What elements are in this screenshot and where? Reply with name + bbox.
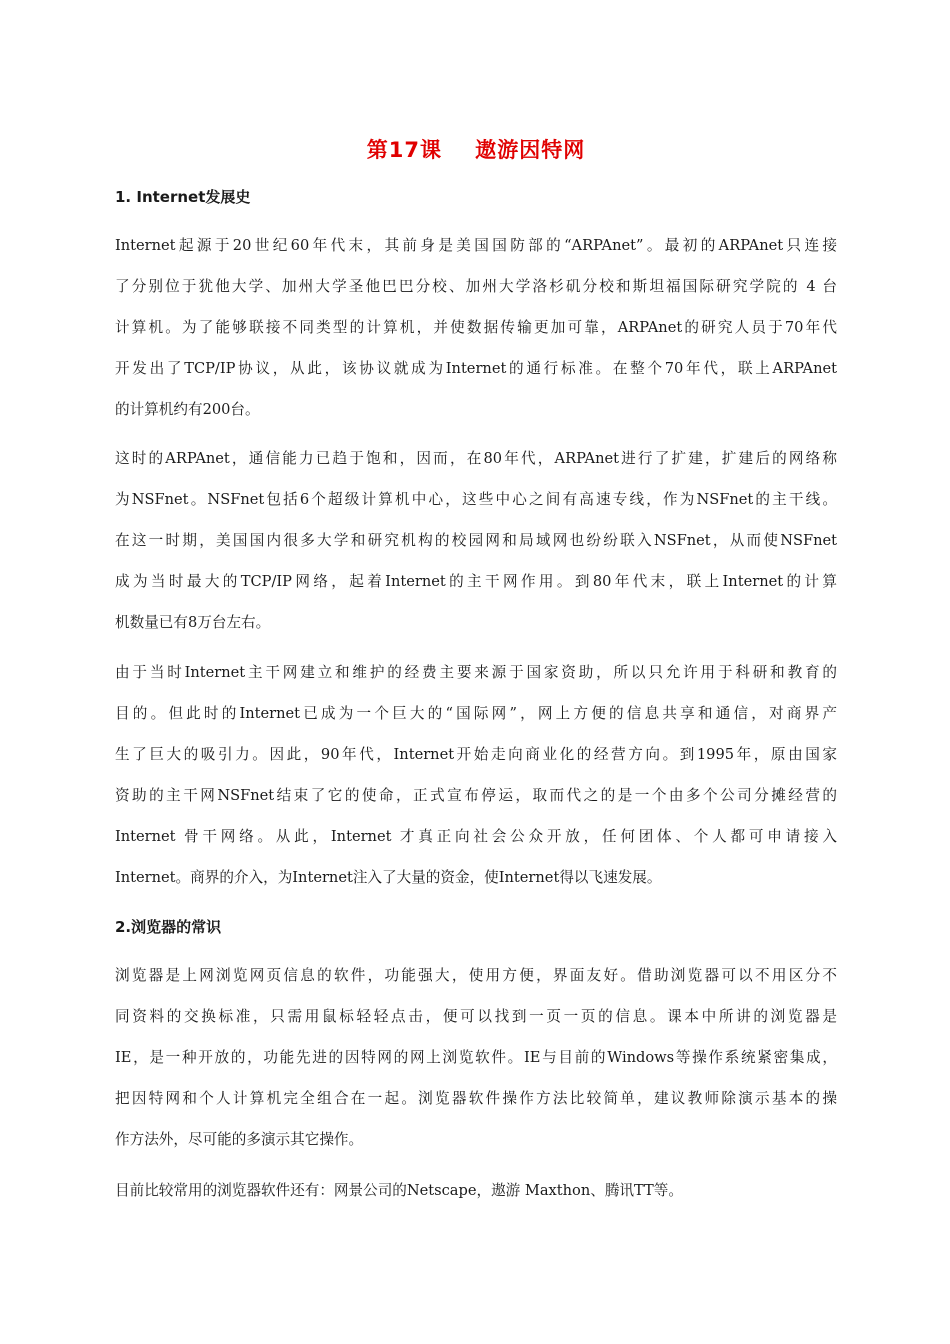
section-2-paragraph-2 — [115, 1170, 837, 1211]
section-2-heading: 2.浏览器的常识 — [115, 918, 222, 936]
text-line: 在这一时期，美国国内很多大学和研究机构的校园网和局域网也纷纷联入NSFnet，从而使NSFnet — [115, 532, 837, 549]
text-line: 开发出了TCP/IP协议，从此，该协议就成为Internet的通行标准。在整个70年代，联上ARPAnet — [115, 360, 837, 377]
section-1-paragraph-2 — [115, 438, 837, 643]
page-title: 第17课 遨游因特网 — [366, 138, 586, 162]
section-1-paragraph-1 — [115, 225, 837, 430]
text-line: 计算机。为了能够联接不同类型的计算机，并使数据传输更加可靠，ARPAnet的研究人员于70年代 — [115, 319, 837, 336]
text-line: 资助的主干网NSFnet结束了它的使命，正式宣布停运，取而代之的是一个由多个公司分摊经营的 — [115, 787, 837, 804]
text-line: 生了巨大的吸引力。因此，90年代，Internet开始走向商业化的经营方向。到1995年，原由国家 — [115, 746, 837, 763]
section-1-heading: 1. Internet发展史 — [115, 188, 251, 206]
section-1-paragraph-3 — [115, 652, 837, 898]
text-line: 为NSFnet。NSFnet包括6个超级计算机中心，这些中心之间有高速专线，作为NSFnet的主干线。 — [115, 491, 837, 508]
text-line: 这时的ARPAnet，通信能力已趋于饱和，因而，在80年代，ARPAnet进行了扩建，扩建后的网络称 — [115, 450, 837, 467]
text-line: 把因特网和个人计算机完全组合在一起。浏览器软件操作方法比较简单，建议教师除演示基本的操 — [115, 1090, 837, 1107]
text-line: Internet起源于20世纪60年代末，其前身是美国国防部的“ARPAnet”。最初的ARPAnet只连接 — [115, 237, 837, 254]
text-line: IE，是一种开放的，功能先进的因特网的网上浏览软件。IE与目前的Windows等操作系统紧密集成， — [115, 1049, 837, 1066]
text-line: 目的。但此时的Internet已成为一个巨大的“国际网”，网上方便的信息共享和通信，对商界产 — [115, 705, 837, 722]
text-line: 浏览器是上网浏览网页信息的软件，功能强大，使用方便，界面友好。借助浏览器可以不用区分不 — [115, 967, 837, 984]
text-line: 机数量已有8万台左右。 — [115, 614, 271, 631]
text-line: Internet。商界的介入，为Internet注入了大量的资金，使Internet得以飞速发展。 — [115, 869, 662, 886]
text-line: 了分别位于犹他大学、加州大学圣他巴巴分校、加州大学洛杉矶分校和斯坦福国际研究学院的 4 台 — [115, 278, 837, 295]
text-line: 同资料的交换标准，只需用鼠标轻轻点击，便可以找到一页一页的信息。课本中所讲的浏览器是 — [115, 1008, 837, 1025]
section-2-paragraph-1 — [115, 955, 837, 1160]
text-line: 的计算机约有200台。 — [115, 401, 260, 418]
text-line: 作方法外，尽可能的多演示其它操作。 — [115, 1131, 364, 1148]
text-line: 由于当时Internet主干网建立和维护的经费主要来源于国家资助，所以只允许用于科研和教育的 — [115, 664, 837, 681]
text-line: Internet 骨干网络。从此，Internet 才真正向社会公众开放，任何团体、个人都可申请接入 — [115, 828, 837, 845]
text-line: 目前比较常用的浏览器软件还有：网景公司的Netscape，遨游 Maxthon、腾讯TT等。 — [115, 1182, 683, 1199]
text-line: 成为当时最大的TCP/IP网络，起着Internet的主干网作用。到80年代末，联上Internet的计算 — [115, 573, 837, 590]
